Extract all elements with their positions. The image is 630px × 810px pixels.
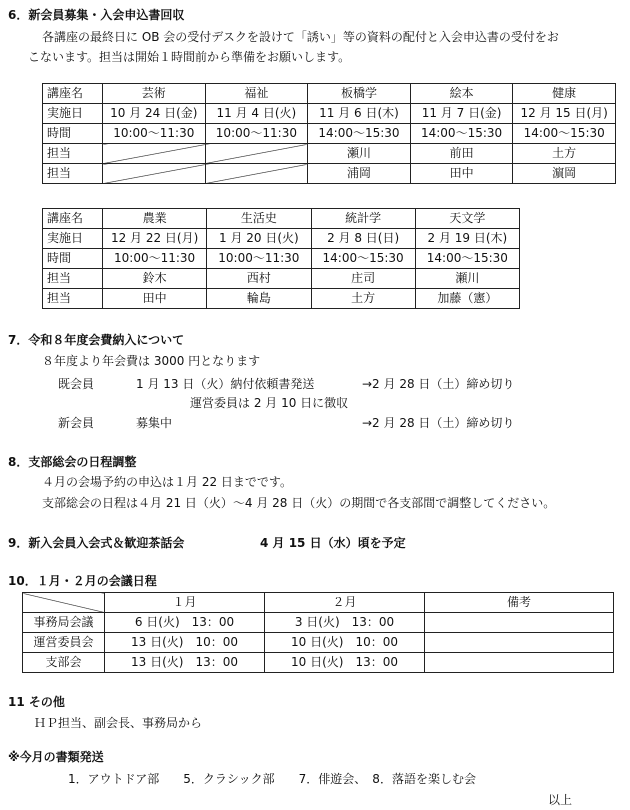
table-row: [43, 124, 616, 144]
empty-cell: [205, 144, 308, 164]
fee-notice: ８年度より年会費は 3000 円となります: [42, 354, 261, 368]
table-cell: 支部会: [23, 653, 105, 673]
table-cell: 統計学: [311, 209, 415, 229]
table-cell: 11 月 6 日(木): [308, 104, 411, 124]
section-9-heading: 9．新入会員入会式＆歓迎茶話会: [8, 536, 185, 550]
table-cell: 事務局会議: [23, 613, 105, 633]
table-cell: [425, 633, 614, 653]
table-row: [43, 209, 520, 229]
table-cell: 浦岡: [308, 164, 411, 184]
table-cell: 6 日(火) 13：00: [105, 613, 265, 633]
course-schedule-table-1: [42, 83, 616, 184]
table-row: [43, 269, 520, 289]
table-cell: 3 日(火) 13：00: [265, 613, 425, 633]
table-cell: 14:00～15:30: [513, 124, 616, 144]
table-cell: 10:00～11:30: [207, 249, 311, 269]
table-row: [23, 593, 614, 613]
table-row: [43, 164, 616, 184]
table-cell: 担当: [43, 269, 103, 289]
table-row: [43, 144, 616, 164]
table-cell: 瀬川: [415, 269, 519, 289]
table-cell: 11 月 4 日(火): [205, 104, 308, 124]
existing-member-label: 既会員: [58, 377, 95, 391]
table-cell: 鈴木: [103, 269, 207, 289]
committee-collection-text: 運営委員は 2 月 10 日に徴収: [190, 396, 349, 410]
table-cell: 1 月 20 日(火): [207, 229, 311, 249]
table-cell: 11 月 7 日(金): [410, 104, 513, 124]
table-cell: 生活史: [207, 209, 311, 229]
table-cell: 講座名: [43, 84, 103, 104]
table-cell: 備考: [425, 593, 614, 613]
table-cell: 土方: [513, 144, 616, 164]
table-cell: 実施日: [43, 104, 103, 124]
table-cell: 濵岡: [513, 164, 616, 184]
table-cell: 加藤（憲）: [415, 289, 519, 309]
section-8-line1: ４月の会場予約の申込は１月 22 日までです。: [42, 475, 292, 489]
documents-list: 1．アウトドア部 5．クラシック部 7．俳遊会、 8．落語を楽しむ会: [68, 772, 476, 786]
table-cell: 田中: [410, 164, 513, 184]
existing-member-text: 1 月 13 日（火）納付依頼書発送: [136, 377, 315, 391]
table-cell: 担当: [43, 289, 103, 309]
table-cell: 輪島: [207, 289, 311, 309]
table-cell: 板橋学: [308, 84, 411, 104]
table-cell: 瀬川: [308, 144, 411, 164]
table-cell: 西村: [207, 269, 311, 289]
empty-cell: [103, 144, 206, 164]
table-cell: 2 月 8 日(日): [311, 229, 415, 249]
table-cell: 実施日: [43, 229, 103, 249]
table-cell: 田中: [103, 289, 207, 309]
table-cell: 2 月 19 日(木): [415, 229, 519, 249]
table-cell: 12 月 22 日(月): [103, 229, 207, 249]
section-7-heading: 7．令和８年度会費納入について: [8, 333, 185, 347]
section-10-heading: 10．１月・２月の会議日程: [8, 574, 157, 588]
closing-text: 以上: [548, 793, 573, 807]
table-cell: [425, 613, 614, 633]
table-row: [43, 104, 616, 124]
table-cell: 農業: [103, 209, 207, 229]
empty-cell: [23, 593, 105, 613]
course-schedule-table-2: [42, 208, 520, 309]
section-6-heading: 6．新会員募集・入会申込書回収: [8, 8, 185, 22]
section-11-text: ＨＰ担当、副会長、事務局から: [34, 716, 203, 730]
table-cell: 13 日(火) 10：00: [105, 633, 265, 653]
table-cell: 10 日(火) 10：00: [265, 633, 425, 653]
table-cell: 天文学: [415, 209, 519, 229]
table-cell: 担当: [43, 164, 103, 184]
table-row: [43, 249, 520, 269]
empty-cell: [103, 164, 206, 184]
section-6-body-line1: 各講座の最終日に OB 会の受付デスクを設けて「誘い」等の資料の配付と入会申込書の受付をお: [42, 30, 559, 44]
section-8-line2: 支部総会の日程は４月 21 日（火）～4 月 28 日（火）の期間で各支部間で調整してください。: [42, 496, 556, 510]
new-member-deadline: →2 月 28 日（土）締め切り: [362, 416, 515, 430]
table-cell: 12 月 15 日(月): [513, 104, 616, 124]
table-cell: 土方: [311, 289, 415, 309]
table-cell: 10:00～11:30: [103, 249, 207, 269]
table-cell: 14:00～15:30: [311, 249, 415, 269]
table-cell: 10:00～11:30: [103, 124, 206, 144]
table-cell: ２月: [265, 593, 425, 613]
table-cell: 13 日(火) 13：00: [105, 653, 265, 673]
table-cell: 10:00～11:30: [205, 124, 308, 144]
table-row: [23, 633, 614, 653]
section-8-heading: 8．支部総会の日程調整: [8, 455, 137, 469]
table-cell: 時間: [43, 124, 103, 144]
table-row: [23, 653, 614, 673]
new-member-text: 募集中: [136, 416, 173, 430]
section-11-heading: 11 その他: [8, 695, 65, 709]
table-cell: 芸術: [103, 84, 206, 104]
table-row: [43, 229, 520, 249]
new-member-label: 新会員: [58, 416, 95, 430]
table-cell: 10 日(火) 13：00: [265, 653, 425, 673]
table-cell: 講座名: [43, 209, 103, 229]
documents-heading: ※今月の書類発送: [8, 750, 104, 764]
table-cell: 担当: [43, 144, 103, 164]
table-cell: １月: [105, 593, 265, 613]
table-cell: 福祉: [205, 84, 308, 104]
section-9-date: 4 月 15 日（水）頃を予定: [260, 536, 406, 550]
table-row: [23, 613, 614, 633]
empty-cell: [205, 164, 308, 184]
table-row: [43, 84, 616, 104]
table-cell: 時間: [43, 249, 103, 269]
table-cell: 10 月 24 日(金): [103, 104, 206, 124]
meeting-schedule-table: [22, 592, 614, 673]
section-6-body-line2: こないます。担当は開始１時間前から準備をお願いします。: [28, 50, 351, 64]
existing-member-deadline: →2 月 28 日（土）締め切り: [362, 377, 515, 391]
table-cell: 運営委員会: [23, 633, 105, 653]
table-cell: 14:00～15:30: [415, 249, 519, 269]
table-cell: 14:00～15:30: [308, 124, 411, 144]
table-cell: 絵本: [410, 84, 513, 104]
table-cell: 庄司: [311, 269, 415, 289]
table-cell: [425, 653, 614, 673]
table-cell: 健康: [513, 84, 616, 104]
table-cell: 14:00～15:30: [410, 124, 513, 144]
table-row: [43, 289, 520, 309]
table-cell: 前田: [410, 144, 513, 164]
